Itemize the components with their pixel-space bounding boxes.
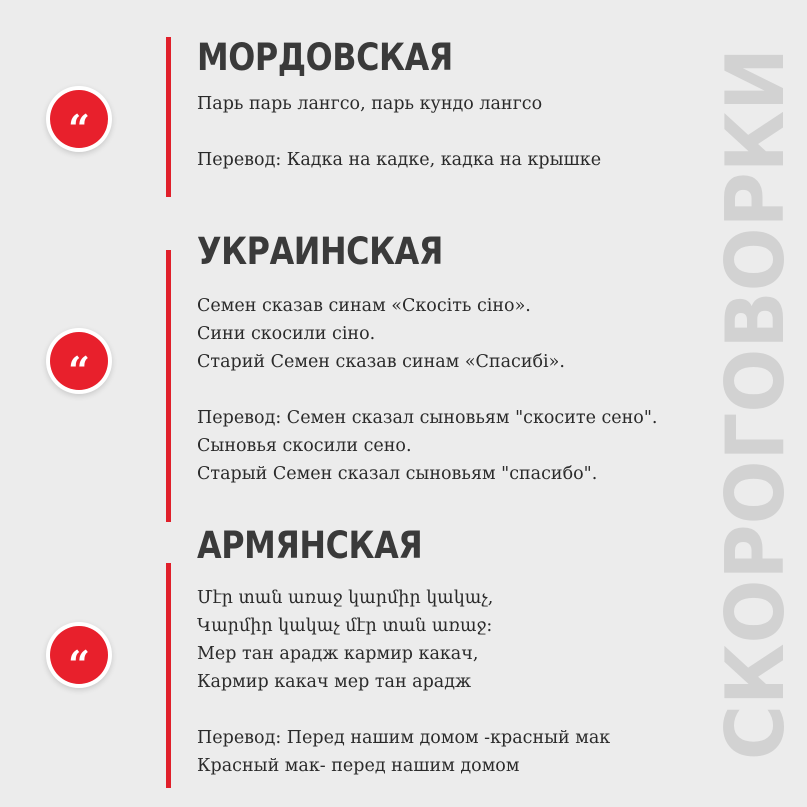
quote-icon: “ bbox=[50, 332, 108, 390]
side-title: СКОРОГОВОРКИ bbox=[709, 47, 802, 760]
quote-icon: “ bbox=[50, 626, 108, 684]
section-text-ukrainian: Семен сказав синам «Скосіть сіно». Сини скосили сіно. Старий Семен сказав синам «Спасибі». Перевод: Семен сказал сыновьям "скосите сено". Сыновья скосили сено. Старый Семен сказал сыновьям "спасибо". bbox=[197, 296, 658, 484]
section-text-armenian: Մէր տան առաջ կարմիր կակաչ, Կարմիր կակաչ մէր տան առաջ: Мер тан арадж кармир какач, Кармир какач мер тан арадж Перевод: Перед нашим домом -красный мак Красный мак- перед нашим домом bbox=[197, 588, 611, 776]
side-title-strip bbox=[705, 0, 807, 807]
section-title-armenian: АРМЯНСКАЯ bbox=[197, 524, 423, 567]
section-title-mordovian: МОРДОВСКАЯ bbox=[197, 36, 453, 79]
section-divider-line bbox=[166, 250, 171, 522]
section-divider-line bbox=[166, 563, 171, 788]
section-text-mordovian: Парь парь лангсо, парь кундо лангсо Перевод: Кадка на кадке, кадка на крышке bbox=[197, 94, 602, 170]
quote-icon: “ bbox=[50, 90, 108, 148]
section-title-ukrainian: УКРАИНСКАЯ bbox=[197, 230, 443, 273]
section-divider-line bbox=[166, 37, 171, 197]
